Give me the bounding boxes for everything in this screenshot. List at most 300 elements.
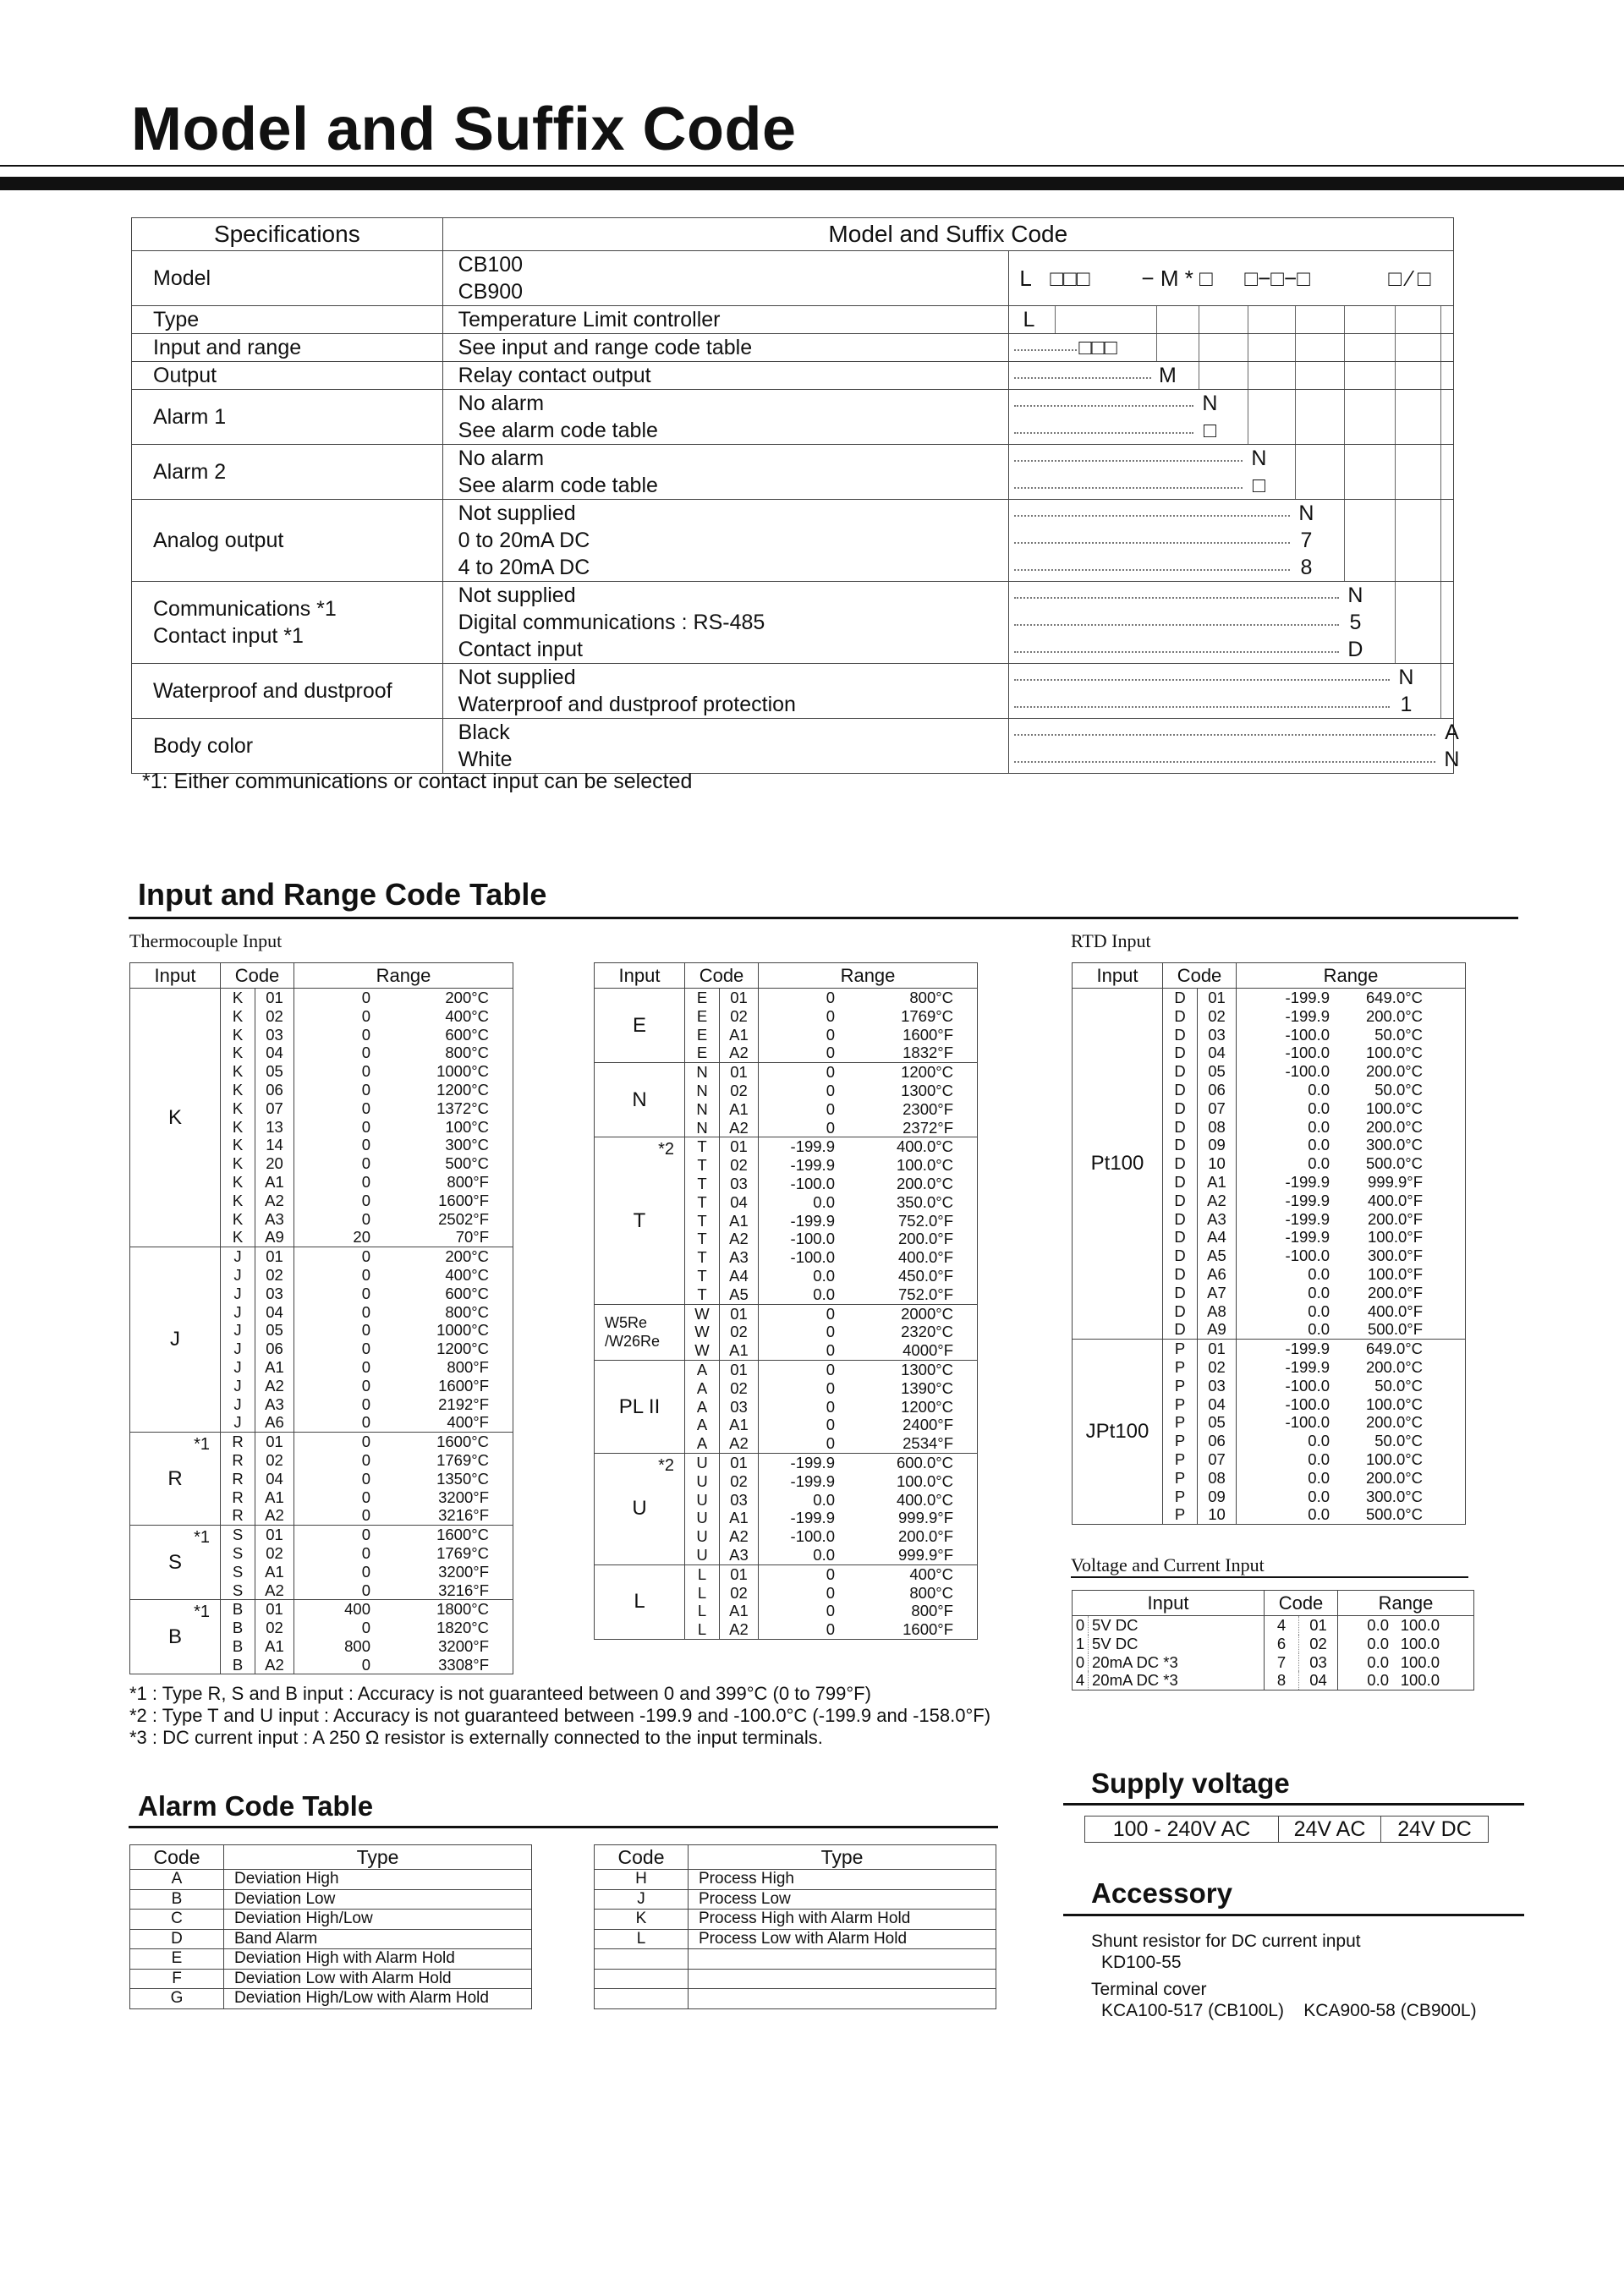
suffix-code: 8 (1300, 556, 1313, 579)
code-number: A9 (1198, 1320, 1237, 1339)
suffix-code-cell (1009, 719, 1460, 774)
spec-label-line: Contact input *1 (153, 624, 304, 648)
alarm-type (689, 1969, 996, 1989)
description-line: Waterproof and dustproof protection (458, 693, 796, 716)
code-number: 10 (1198, 1505, 1237, 1524)
code-number: 02 (720, 1584, 759, 1603)
range-row (130, 1247, 513, 1266)
alarm-row (595, 1910, 996, 1930)
description-line: Contact input (458, 638, 583, 661)
code-letter: D (1163, 1062, 1198, 1081)
alarm-code: G (130, 1989, 224, 2009)
code-letter: K (221, 1044, 255, 1062)
range-low: 0 (294, 1526, 371, 1544)
col-input-header: Input (130, 963, 221, 989)
range-high: 1390°C (835, 1379, 978, 1398)
range-low: 0.0 (1237, 1154, 1330, 1173)
range-header-row (595, 963, 978, 989)
code-letter: E (685, 1007, 720, 1026)
range-high: 600.0°C (835, 1453, 978, 1471)
range-high: 200.0°F (1330, 1210, 1466, 1229)
range-high: 1200°C (370, 1081, 513, 1099)
code-number: 02 (255, 1619, 294, 1637)
code-number: A2 (255, 1656, 294, 1674)
code-letter: B (221, 1600, 255, 1619)
vc-input-code: 4 (1073, 1671, 1089, 1690)
spec-row (132, 500, 1454, 582)
range-low: -199.9 (1237, 1358, 1330, 1377)
range-low: 0 (294, 1619, 371, 1637)
range-low: -199.9 (759, 1156, 836, 1175)
range-high: 800°C (370, 1044, 513, 1062)
code-number: 09 (1198, 1488, 1237, 1506)
leader-dots (1014, 597, 1339, 599)
range-high: 1300°C (835, 1082, 978, 1100)
range-row (595, 1360, 978, 1378)
range-high: 200.0°F (1330, 1284, 1466, 1302)
range-low: 0 (294, 1433, 371, 1451)
alarm-type: Deviation High/Low (224, 1910, 532, 1930)
range-low: 0.0 (1237, 1265, 1330, 1284)
range-high: 2192°F (370, 1395, 513, 1414)
col-input-header: Input (1073, 1591, 1265, 1616)
code-letter: S (221, 1526, 255, 1544)
description-line: 0 to 20mA DC (458, 529, 590, 552)
code-letter: T (685, 1175, 720, 1193)
code-number: A3 (255, 1210, 294, 1229)
suffix-code: A (1445, 721, 1459, 744)
range-high: 100.0°C (835, 1156, 978, 1175)
code-number: A2 (720, 1119, 759, 1137)
code-letter: E (685, 989, 720, 1007)
range-low: 0 (294, 1062, 371, 1081)
input-type (130, 989, 221, 1247)
range-low: 0 (294, 1026, 371, 1044)
range-high: 3216°F (370, 1506, 513, 1525)
range-low: 0 (294, 1210, 371, 1229)
range-high: 200.0°F (835, 1230, 978, 1248)
range-low: 0.0 (1237, 1505, 1330, 1524)
code-number: 05 (1198, 1413, 1237, 1432)
range-row (1073, 1340, 1466, 1358)
code-letter: K (221, 1192, 255, 1210)
range-low: -199.9 (1237, 1173, 1330, 1192)
range-low: -199.9 (759, 1453, 836, 1471)
code-column-line (1440, 362, 1441, 389)
range-low: 0 (294, 1173, 371, 1192)
input-type (595, 1063, 685, 1137)
model-header-row (132, 218, 1454, 251)
code-number: A2 (720, 1620, 759, 1639)
footnote-mark: *2 (658, 1455, 674, 1475)
range-high: 1600°F (370, 1377, 513, 1395)
code-letter: T (685, 1285, 720, 1304)
range-high: 400°C (370, 1266, 513, 1285)
model-name: CB100 (458, 253, 524, 277)
range-high: 200.0°C (1330, 1118, 1466, 1137)
code-number: 01 (720, 1304, 759, 1323)
alarm-row (130, 1929, 532, 1949)
range-low: -199.9 (1237, 989, 1330, 1007)
col-input-header: Input (595, 963, 685, 989)
code-letter: D (1163, 1136, 1198, 1154)
page-title: Model and Suffix Code (131, 96, 797, 163)
range-row (595, 989, 978, 1007)
vc-code-number: 01 (1299, 1616, 1338, 1635)
range-low: 0 (294, 1506, 371, 1525)
accessory-heading: Accessory (1091, 1877, 1232, 1909)
range-high: 800°F (835, 1602, 978, 1620)
code-letter: U (685, 1472, 720, 1491)
code-number: 01 (255, 1600, 294, 1619)
code-letter: K (221, 1062, 255, 1081)
alarm-type: Process High with Alarm Hold (689, 1910, 996, 1930)
range-low: 0.0 (1237, 1450, 1330, 1469)
leader-dots (1014, 542, 1290, 544)
suffix-code-char: □−□−□ (1244, 266, 1310, 291)
code-letter: W (685, 1341, 720, 1360)
range-low: -100.0 (759, 1248, 836, 1267)
code-number: A2 (1198, 1192, 1237, 1210)
vc-range-low: 0.0 (1338, 1671, 1390, 1690)
code-number: 03 (720, 1175, 759, 1193)
input-range-rule (129, 917, 1518, 919)
vc-row (1073, 1635, 1474, 1653)
code-number: A5 (1198, 1247, 1237, 1265)
code-letter: D (1163, 1210, 1198, 1229)
range-high: 300.0°C (1330, 1136, 1466, 1154)
code-letter: A (685, 1360, 720, 1378)
range-low: 0.0 (759, 1267, 836, 1285)
alarm-row (130, 1969, 532, 1989)
range-high: 500.0°C (1330, 1154, 1466, 1173)
vc-input-label: 20mA DC *3 (1089, 1653, 1265, 1672)
code-number: 04 (255, 1470, 294, 1488)
spec-row (132, 390, 1454, 445)
range-low: 0.0 (1237, 1284, 1330, 1302)
code-number: A3 (255, 1395, 294, 1414)
range-low: 0 (759, 1564, 836, 1583)
code-letter: J (221, 1266, 255, 1285)
range-high: 1600°F (370, 1192, 513, 1210)
code-number: A2 (720, 1230, 759, 1248)
range-row (595, 1453, 978, 1471)
code-number: 02 (720, 1156, 759, 1175)
code-number: 02 (720, 1082, 759, 1100)
vc-range-high: 100.0 (1389, 1616, 1474, 1635)
code-number: A2 (720, 1434, 759, 1453)
code-letter: K (221, 1118, 255, 1137)
code-number: A5 (720, 1285, 759, 1304)
code-letter: D (1163, 1284, 1198, 1302)
range-high: 200.0°C (1330, 1062, 1466, 1081)
range-row (1073, 989, 1466, 1007)
code-letter: D (1163, 1081, 1198, 1099)
range-high: 999.9°F (1330, 1173, 1466, 1192)
code-number: A9 (255, 1228, 294, 1247)
range-high: 200.0°C (1330, 1007, 1466, 1026)
code-letter: S (221, 1581, 255, 1600)
vc-range-low: 0.0 (1338, 1635, 1390, 1653)
range-low: -199.9 (1237, 1192, 1330, 1210)
alarm-code: D (130, 1929, 224, 1949)
alarm-type (689, 1949, 996, 1970)
code-number: 04 (720, 1193, 759, 1212)
range-high: 300.0°F (1330, 1247, 1466, 1265)
range-high: 1769°C (835, 1007, 978, 1026)
spec-row (132, 306, 1454, 334)
code-number: 02 (255, 1544, 294, 1563)
leader-dots (1014, 761, 1435, 763)
code-letter: T (685, 1267, 720, 1285)
code-column-line (1395, 362, 1396, 389)
range-low: 0 (759, 1602, 836, 1620)
code-number: 01 (1198, 989, 1237, 1007)
description-line: See input and range code table (458, 336, 753, 359)
vc-code-letter: 7 (1265, 1653, 1299, 1672)
range-high: 200°C (370, 1247, 513, 1266)
alarm-code: E (130, 1949, 224, 1970)
range-header-row (130, 963, 513, 989)
spec-description (442, 362, 1009, 390)
code-letter: P (1163, 1358, 1198, 1377)
code-letter: J (221, 1395, 255, 1414)
code-number: 10 (1198, 1154, 1237, 1173)
range-high: 800°C (835, 989, 978, 1007)
code-letter: D (1163, 1320, 1198, 1339)
range-high: 2320°C (835, 1323, 978, 1341)
spec-label: Body color (132, 719, 443, 774)
code-letter: N (685, 1082, 720, 1100)
spec-label: Input and range (132, 334, 443, 362)
code-number: A1 (720, 1100, 759, 1119)
description-line: Temperature Limit controller (458, 308, 721, 332)
code-number: 02 (720, 1007, 759, 1026)
range-high: 800°F (370, 1358, 513, 1377)
range-low: 0.0 (1237, 1302, 1330, 1321)
code-number: 03 (720, 1398, 759, 1417)
code-column-line (1295, 445, 1296, 499)
code-letter: J (221, 1247, 255, 1266)
alarm-row (595, 1949, 996, 1970)
alarm-row (595, 1870, 996, 1890)
alarm-type: Process High (689, 1870, 996, 1890)
code-letter: D (1163, 1265, 1198, 1284)
code-column-line (1055, 306, 1056, 333)
range-high: 450.0°F (835, 1267, 978, 1285)
range-high: 1372°C (370, 1099, 513, 1118)
alarm-code (595, 1949, 689, 1970)
code-letter: U (685, 1546, 720, 1564)
range-high: 400°C (835, 1564, 978, 1583)
range-low: 0.0 (759, 1491, 836, 1510)
input-type-label: PL II (618, 1395, 661, 1418)
range-row (595, 1304, 978, 1323)
code-column-line (1440, 664, 1441, 718)
code-number: A1 (255, 1563, 294, 1581)
thermocouple-table-middle (594, 962, 978, 1640)
range-low: 0 (294, 1451, 371, 1470)
code-number: A3 (720, 1546, 759, 1564)
code-column-line (1344, 306, 1345, 333)
code-letter: P (1163, 1395, 1198, 1414)
code-number: 05 (255, 1321, 294, 1340)
col-code-header: Code (130, 1845, 224, 1870)
code-letter: P (1163, 1488, 1198, 1506)
code-column-line (1395, 582, 1396, 663)
alarm-type: Process Low (689, 1889, 996, 1910)
input-type (595, 989, 685, 1063)
code-header: Model and Suffix Code (442, 218, 1453, 251)
code-number: A7 (1198, 1284, 1237, 1302)
code-letter: A (685, 1398, 720, 1417)
thermocouple-label: Thermocouple Input (129, 930, 283, 951)
range-low: -100.0 (1237, 1026, 1330, 1044)
description-line: No alarm (458, 392, 545, 415)
suffix-code-cell (1009, 664, 1454, 719)
spec-label: Output (132, 362, 443, 390)
range-high: 400.0°C (835, 1137, 978, 1156)
code-number: 03 (255, 1285, 294, 1303)
input-type-label: E (632, 1013, 646, 1037)
code-column-line (1395, 445, 1396, 499)
code-letter: W (685, 1323, 720, 1341)
range-low: 0 (759, 1082, 836, 1100)
range-low: 0 (759, 1323, 836, 1341)
supply-heading: Supply voltage (1091, 1767, 1290, 1799)
code-column-line (1344, 362, 1345, 389)
vc-input-code: 0 (1073, 1653, 1089, 1672)
accessory-item (1091, 1979, 1477, 2021)
input-type (595, 1360, 685, 1453)
alarm-type: Deviation High (224, 1870, 532, 1890)
alarm-code: C (130, 1910, 224, 1930)
code-letter: K (221, 1173, 255, 1192)
code-number: 04 (255, 1044, 294, 1062)
code-number: A2 (255, 1192, 294, 1210)
vc-input-code: 0 (1073, 1616, 1089, 1635)
input-type (130, 1247, 221, 1433)
alarm-table-left (129, 1844, 532, 2009)
range-high: 1000°C (370, 1321, 513, 1340)
accessory-part: KCA100-517 (CB100L) KCA900-58 (CB900L) (1101, 2001, 1477, 2020)
range-high: 1600°F (835, 1026, 978, 1044)
code-letter: K (221, 1228, 255, 1247)
range-high: 70°F (370, 1228, 513, 1247)
accessory-item (1091, 1931, 1361, 1973)
range-high: 800°F (370, 1173, 513, 1192)
range-low: 0 (759, 1304, 836, 1323)
code-number: 07 (1198, 1099, 1237, 1118)
range-low: -100.0 (1237, 1247, 1330, 1265)
code-letter: U (685, 1527, 720, 1546)
description-line: No alarm (458, 447, 545, 470)
input-type-label: Pt100 (1090, 1152, 1144, 1175)
range-high: 649.0°C (1330, 989, 1466, 1007)
alarm-type: Deviation Low (224, 1889, 532, 1910)
range-high: 200.0°C (835, 1175, 978, 1193)
code-letter: T (685, 1248, 720, 1267)
alarm-code: F (130, 1969, 224, 1989)
code-letter: D (1163, 1118, 1198, 1137)
spec-label: Type (132, 306, 443, 334)
suffix-code: M (1159, 364, 1177, 387)
code-number: 01 (1198, 1340, 1237, 1358)
alarm-code (595, 1969, 689, 1989)
code-number: A6 (1198, 1265, 1237, 1284)
model-label: Model (132, 251, 443, 306)
code-number: 07 (255, 1099, 294, 1118)
code-letter: T (685, 1156, 720, 1175)
code-number: 05 (1198, 1062, 1237, 1081)
spec-header: Specifications (132, 218, 443, 251)
code-letter: N (685, 1063, 720, 1082)
code-letter: J (221, 1377, 255, 1395)
alarm-code: A (130, 1870, 224, 1890)
range-high: 200.0°C (1330, 1413, 1466, 1432)
code-letter: J (221, 1358, 255, 1377)
code-letter: N (685, 1119, 720, 1137)
range-high: 2400°F (835, 1416, 978, 1434)
code-letter: N (685, 1100, 720, 1119)
description-line: Black (458, 721, 510, 744)
input-type-label: J (170, 1328, 180, 1351)
suffix-code: 1 (1400, 693, 1413, 716)
range-high: 1800°C (370, 1600, 513, 1619)
input-type-label: B (167, 1625, 182, 1648)
leader-dots (1014, 349, 1077, 351)
description-line: White (458, 748, 513, 771)
code-number: 02 (255, 1266, 294, 1285)
range-row (595, 1063, 978, 1082)
range-high: 1820°C (370, 1619, 513, 1637)
code-letter: R (221, 1488, 255, 1507)
input-type-label: S (167, 1550, 182, 1574)
range-high: 100.0°C (835, 1472, 978, 1491)
range-high: 50.0°C (1330, 1432, 1466, 1450)
range-low: 0 (294, 1488, 371, 1507)
alarm-code: J (595, 1889, 689, 1910)
range-high: 100.0°F (1330, 1265, 1466, 1284)
range-low: -199.9 (759, 1137, 836, 1156)
suffix-code-cell (1009, 362, 1454, 390)
vc-input-code: 1 (1073, 1635, 1089, 1653)
range-high: 999.9°F (835, 1509, 978, 1527)
input-type (595, 1137, 685, 1304)
code-letter: S (221, 1544, 255, 1563)
vc-input-label: 20mA DC *3 (1089, 1671, 1265, 1690)
range-high: 300.0°C (1330, 1488, 1466, 1506)
col-code-header: Code (1265, 1591, 1338, 1616)
code-column-line (1344, 390, 1345, 444)
range-low: 0 (294, 1285, 371, 1303)
code-number: A4 (720, 1267, 759, 1285)
input-range-heading: Input and Range Code Table (138, 877, 547, 912)
code-number: 02 (255, 1451, 294, 1470)
range-high: 200.0°C (1330, 1469, 1466, 1488)
code-letter: R (221, 1451, 255, 1470)
vc-range-high: 100.0 (1389, 1671, 1474, 1690)
input-type (595, 1453, 685, 1564)
code-letter: D (1163, 1044, 1198, 1062)
range-low: 0 (294, 1581, 371, 1600)
range-high: 752.0°F (835, 1285, 978, 1304)
leader-dots (1014, 679, 1390, 681)
range-low: 0 (294, 1081, 371, 1099)
range-low: 0.0 (759, 1285, 836, 1304)
input-type (595, 1304, 685, 1360)
input-type-label: R (167, 1466, 183, 1490)
